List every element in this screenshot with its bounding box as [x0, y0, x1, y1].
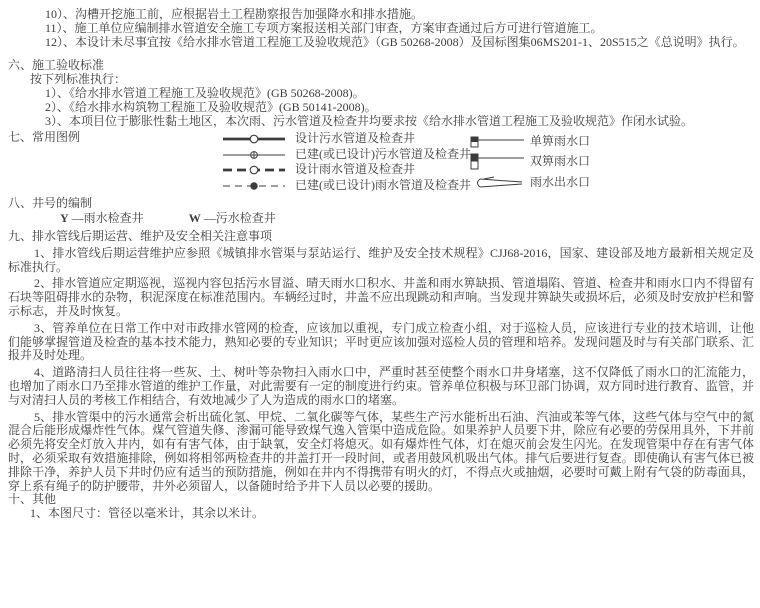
legend-label: 单箅雨水口 — [530, 133, 591, 148]
legend-right-column — [470, 131, 590, 193]
section9-paragraph-2: 2、排水管道应定期巡视，巡视内容包括污水冒溢、晴天雨水口积水、井盖和雨水箅缺损、管道塌陷、管道、检查井和雨水口内不得留有石块等阻碍排水的杂物，积泥深度在标准范围内。车辆经过时，井盖不应出现跳动和声响。当发现井箅缺失或损坏后，必须及时安放护栏和警示标志，并及时恢复。 — [8, 276, 754, 318]
legend-item — [470, 131, 590, 152]
legend-label: 设计雨水管道及检查井 — [295, 162, 416, 177]
well-code-storm — [60, 211, 144, 225]
section9-paragraph-5: 5、排水管渠中的污水通常会析出硫化氢、甲烷、二氧化碳等气体，某些生产污水能析出石油、汽油或苯等气体，这些气体与空气中的氮混合后能形成爆炸性气体。煤气管道失修、渗漏可能导致煤气逸入管渠中造成危险。如果养护人员要下井，除应有必要的劳保用具外，下井前必须先将安全灯放入井内，如有有害气体，由于缺氧，安全灯将熄灭。如有爆炸性气体，灯在熄灭前会发生闪光。在发现管渠中存在有害气体时，必须采取有效措施排除，例如将相邻两检查井的井盖打开一段时间，或者用鼓风机吸出气体。排气后要进行复查。即使确认有害气体已被排除干净，养护人员下井时仍应有适当的预防措施，例如在井内不得携带有明火的灯，不得点火或抽烟，必要时可戴上附有气袋的防毒面具，穿上系有绳子的防护腰带，井外必须留人，以备随时给予井下人员以必要的援助。 — [8, 409, 754, 493]
section9-paragraph-3: 3、管养单位在日常工作中对市政排水管网的检查，应该加以重视，专门成立检查小组，对于巡检人员，应该进行专业的技术培训，让他们能够掌握管道及检查的基本技术能力，熟知必要的专业知识；平时更应该加强对巡检人员的管理和培养。发现问题及时与有关部门联系、汇报并及时处理。 — [8, 320, 754, 363]
design-storm-pipe-symbol — [223, 164, 295, 176]
existing-sewer-pipe-symbol — [223, 149, 295, 161]
section9-paragraph-4: 4、道路清扫人员往往将一些灰、土、树叶等杂物扫入雨水口中，严重时甚至使整个雨水口井身堵塞，这不仅降低了雨水口的汇流能力，也增加了雨水口乃至排水管道的维护工作量，对此需要有一定的制度进行约束。管养单位积极与环卫部门协调，双方同时进行教育、监管，并与对清扫人员的考核工作相结合，有效地减少了人为造成的雨水口的堵塞。 — [8, 365, 754, 407]
section6-lead: 按下列标准执行： — [30, 72, 127, 87]
sewer-well-code: W — [188, 211, 201, 226]
section9-heading: 九、排水管线后期运营、维护及安全相关注意事项 — [8, 228, 273, 243]
section6-item-2: 2）、《给水排水构筑物工程施工及验收规范》(GB 50141-2008)。 — [45, 99, 377, 114]
legend-item — [223, 147, 470, 163]
section8-heading: 八、井号的编制 — [8, 196, 93, 211]
well-code-sewer — [189, 211, 276, 225]
section10-item-1: 1、本图尺寸：管径以毫米计，其余以米计。 — [30, 506, 265, 521]
legend-label: 已建(或已设计)雨水管道及检查井 — [295, 177, 471, 192]
legend-item — [223, 178, 470, 194]
well-code-line — [60, 212, 754, 226]
section7-heading: 七、常用图例 — [8, 130, 81, 145]
legend-item — [470, 172, 590, 193]
existing-storm-pipe-symbol — [223, 180, 295, 192]
section10-heading: 十、其他 — [8, 492, 57, 507]
storm-well-label: —雨水检查井 — [71, 211, 144, 226]
single-grate-rain-inlet-symbol — [470, 135, 530, 149]
intro-item-10: 10）、沟槽开挖施工前，应根据岩土工程勘察报告加强降水和排水措施。 — [45, 7, 424, 21]
legend-item — [470, 152, 590, 173]
bottom-margin — [8, 521, 754, 561]
section6-heading: 六、施工验收标准 — [8, 58, 105, 73]
intro-item-11: 11）、施工单位应编制排水管道安全施工专项方案报送相关部门审查，方案审查通过后方可进行管道施工。 — [45, 20, 603, 35]
storm-outfall-symbol — [470, 176, 530, 190]
design-sewer-pipe-symbol — [223, 133, 295, 145]
storm-well-code: Y — [60, 211, 69, 226]
legend-left-column — [223, 131, 470, 193]
section6-item-1: 1）、《给水排水管道工程施工及验收规范》(GB 50268-2008)。 — [45, 85, 365, 100]
legend-label: 已建(或已设计)污水管道及检查井 — [295, 146, 471, 161]
legend-item — [223, 131, 470, 147]
legend-label: 设计污水管道及检查井 — [295, 131, 416, 146]
section9-paragraph-1: 1、排水管线后期运营维护应参照《城镇排水管渠与泵站运行、维护及安全技术规程》CJJ68-2016，国家、建设部及地方最新相关规定及标准执行。 — [8, 245, 754, 274]
double-grate-rain-inlet-symbol — [470, 153, 530, 171]
intro-item-12: 12）、本设计未尽事宜按《给水排水管道工程施工及验收规范》（GB 50268-2008）及国标图集06MS201-1、20S515之《总说明》执行。 — [45, 34, 745, 49]
legend-section — [8, 131, 754, 193]
legend-label: 雨水出水口 — [530, 174, 591, 189]
section6-item-3: 3）、本项目位于膨胀性黏土地区，本次雨、污水管道及检查井均要求按《给水排水管道工程施工及验收规范》作闭水试验。 — [45, 113, 694, 128]
legend-item — [223, 162, 470, 178]
legend-label: 双箅雨水口 — [530, 154, 591, 169]
sewer-well-label: —污水检查井 — [203, 211, 276, 226]
